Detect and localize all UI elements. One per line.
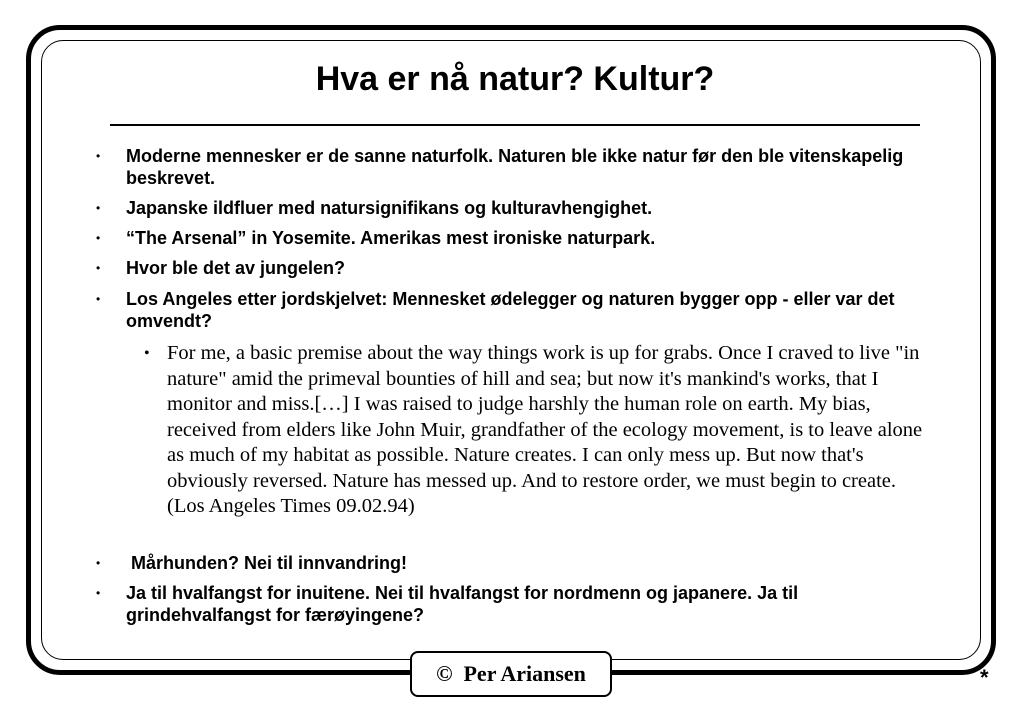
bullet-item: Ja til hvalfangst for inuitene. Nei til hvalfangst for nordmenn og japanere. Ja til grindehvalfangst for færøyingene? (126, 583, 799, 625)
copyright-footer (410, 651, 612, 697)
bullet-dot: • (96, 149, 101, 163)
bullet-item: Hvor ble det av jungelen? (126, 258, 346, 278)
bullet-item: “The Arsenal” in Yosemite. Amerikas mest ironiske naturpark. (126, 228, 656, 248)
bullet-dot: • (96, 586, 101, 600)
bullet-item: Japanske ildfluer med natursignifikans og kulturavhengighet. (126, 198, 653, 218)
corner-asterisk: * (980, 665, 989, 690)
title-underline (110, 124, 920, 126)
slide-title: Hva er nå natur? Kultur? (315, 60, 715, 98)
bullet-dot: • (96, 292, 101, 306)
bullet-item: Los Angeles etter jordskjelvet: Mennesket ødelegger og naturen bygger opp - eller var det omvendt? (126, 289, 895, 331)
copyright-text: © Per Ariansen (436, 661, 586, 686)
sub-bullet-dot: • (144, 345, 150, 362)
bullet-item: Moderne mennesker er de sanne naturfolk. Naturen ble ikke natur før den ble vitenskapelig beskrevet. (126, 146, 904, 188)
quote-text: For me, a basic premise about the way things work is up for grabs. Once I craved to live "in nature" amid the primeval bounties of hill and sea; but now it's mankind's works, that I monitor and miss.[…] I was raised to judge harshly the human role on earth. My bias, received from elders like John Muir, grandfather of the ecology movement, is to leave alone as much of my habitat as possible. Nature creates. I can only mess up. But now that's obviously reversed. Nature has messed up. And to restore order, we must begin to create. (Los Angeles Times 09.02.94) (167, 342, 923, 517)
bullet-dot: • (96, 556, 101, 570)
bullet-item: Mårhunden? Nei til innvandring! (126, 553, 407, 573)
bullet-dot: • (96, 231, 101, 245)
bullet-dot: • (96, 201, 101, 215)
bullet-dot: • (96, 261, 101, 275)
